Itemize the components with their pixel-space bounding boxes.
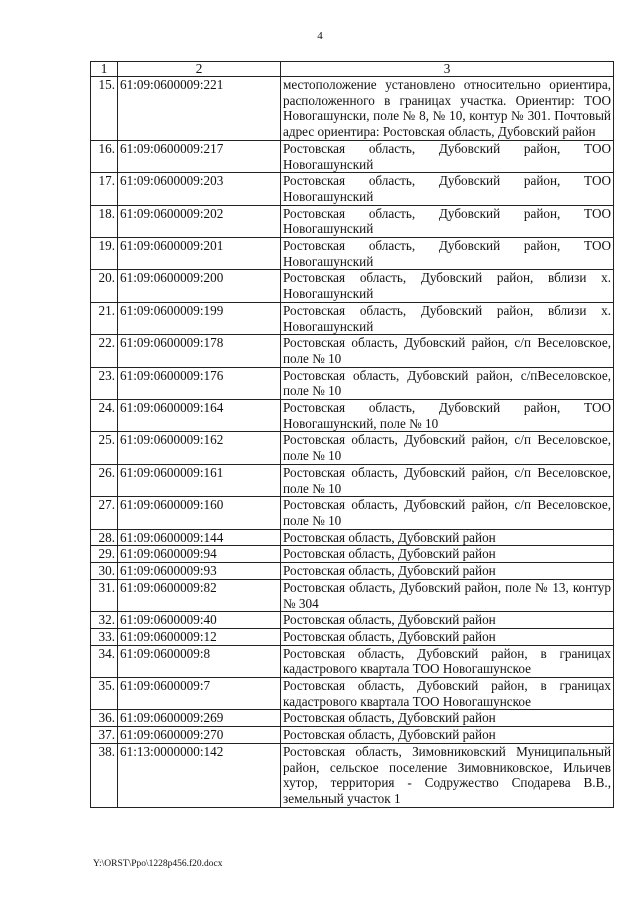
table-row	[91, 238, 614, 270]
address-cell: Ростовская область, Дубовский район	[281, 612, 614, 629]
row-number: 27.	[91, 497, 118, 529]
row-number: 25.	[91, 432, 118, 464]
row-number: 16.	[91, 140, 118, 172]
address-cell: Ростовская область, Дубовский район, с/п Веселовское, поле № 10	[281, 432, 614, 464]
table-row	[91, 710, 614, 727]
cadastral-number: 61:09:0600009:199	[118, 302, 281, 334]
header-col-3: 3	[281, 62, 614, 77]
cadastral-number: 61:09:0600009:94	[118, 546, 281, 563]
row-number: 33.	[91, 628, 118, 645]
table-row	[91, 335, 614, 367]
cadastral-number: 61:09:0600009:8	[118, 645, 281, 677]
address-cell: Ростовская область, Дубовский район, с/п Веселовское, поле № 10	[281, 335, 614, 367]
address-cell: Ростовская область, Дубовский район, с/п Веселовское, поле № 10	[281, 464, 614, 496]
address-cell: Ростовская область, Дубовский район, вблизи х. Новогашунский	[281, 270, 614, 302]
address-cell: Ростовская область, Дубовский район, поле № 13, контур № 304	[281, 579, 614, 611]
address-cell: Ростовская область, Дубовский район	[281, 710, 614, 727]
row-number: 26.	[91, 464, 118, 496]
address-cell: Ростовская область, Дубовский район, с/пВеселовское, поле № 10	[281, 367, 614, 399]
cadastral-number: 61:09:0600009:12	[118, 628, 281, 645]
cadastral-number: 61:09:0600009:7	[118, 678, 281, 710]
address-cell: Ростовская область, Дубовский район, в границах кадастрового квартала ТОО Новогашунское	[281, 678, 614, 710]
table-row	[91, 612, 614, 629]
table-row	[91, 464, 614, 496]
cadastral-number: 61:09:0600009:217	[118, 140, 281, 172]
address-cell: Ростовская область, Дубовский район	[281, 529, 614, 546]
row-number: 36.	[91, 710, 118, 727]
cadastral-number: 61:09:0600009:200	[118, 270, 281, 302]
address-cell: Ростовская область, Дубовский район, ТОО Новогашунский, поле № 10	[281, 400, 614, 432]
address-cell: Ростовская область, Дубовский район	[281, 546, 614, 563]
table-row	[91, 579, 614, 611]
table-row	[91, 302, 614, 334]
cadastral-number: 61:09:0600009:269	[118, 710, 281, 727]
file-path-footer: Y:\ORST\Ppo\1228p456.f20.docx	[93, 859, 223, 869]
row-number: 30.	[91, 563, 118, 580]
cadastral-number: 61:09:0600009:161	[118, 464, 281, 496]
cadastral-number: 61:09:0600009:144	[118, 529, 281, 546]
table-row	[91, 645, 614, 677]
address-cell: Ростовская область, Дубовский район, в границах кадастрового квартала ТОО Новогашунское	[281, 645, 614, 677]
cadastral-number: 61:09:0600009:270	[118, 727, 281, 744]
cadastral-number: 61:13:0000000:142	[118, 743, 281, 807]
row-number: 34.	[91, 645, 118, 677]
cadastral-number: 61:09:0600009:202	[118, 205, 281, 237]
table-row	[91, 628, 614, 645]
table-row	[91, 270, 614, 302]
row-number: 23.	[91, 367, 118, 399]
cadastral-number: 61:09:0600009:160	[118, 497, 281, 529]
cadastral-number: 61:09:0600009:201	[118, 238, 281, 270]
table-row	[91, 743, 614, 807]
address-cell: Ростовская область, Зимовниковский Муниципальный район, сельское поселение Зимовниковское, Ильичев хутор, территория - Содружество Сподарева В.В., земельный участок 1	[281, 743, 614, 807]
address-cell: Ростовская область, Дубовский район	[281, 628, 614, 645]
table-row	[91, 432, 614, 464]
table-row	[91, 400, 614, 432]
address-cell: Ростовская область, Дубовский район	[281, 563, 614, 580]
table-row	[91, 727, 614, 744]
table-row	[91, 563, 614, 580]
table-row	[91, 205, 614, 237]
row-number: 18.	[91, 205, 118, 237]
address-cell: Ростовская область, Дубовский район, ТОО Новогашунский	[281, 140, 614, 172]
table-row	[91, 497, 614, 529]
page-number: 4	[317, 30, 323, 42]
address-cell: Ростовская область, Дубовский район, с/п Веселовское, поле № 10	[281, 497, 614, 529]
cadastral-number: 61:09:0600009:40	[118, 612, 281, 629]
row-number: 35.	[91, 678, 118, 710]
row-number: 31.	[91, 579, 118, 611]
header-col-2: 2	[118, 62, 281, 77]
row-number: 15.	[91, 77, 118, 141]
row-number: 19.	[91, 238, 118, 270]
row-number: 17.	[91, 173, 118, 205]
cadastral-number: 61:09:0600009:82	[118, 579, 281, 611]
table-row	[91, 367, 614, 399]
address-cell: Ростовская область, Дубовский район	[281, 727, 614, 744]
cadastral-number: 61:09:0600009:93	[118, 563, 281, 580]
row-number: 29.	[91, 546, 118, 563]
row-number: 32.	[91, 612, 118, 629]
cadastral-number: 61:09:0600009:178	[118, 335, 281, 367]
table-row	[91, 77, 614, 141]
cadastral-number: 61:09:0600009:164	[118, 400, 281, 432]
table-row	[91, 678, 614, 710]
land-plots-table	[90, 61, 614, 808]
row-number: 22.	[91, 335, 118, 367]
cadastral-number: 61:09:0600009:176	[118, 367, 281, 399]
table-header-row	[91, 62, 614, 77]
table-row	[91, 546, 614, 563]
table-row	[91, 140, 614, 172]
row-number: 20.	[91, 270, 118, 302]
cadastral-number: 61:09:0600009:221	[118, 77, 281, 141]
address-cell: Ростовская область, Дубовский район, ТОО Новогашунский	[281, 205, 614, 237]
address-cell: Ростовская область, Дубовский район, вблизи х. Новогашунский	[281, 302, 614, 334]
table-row	[91, 529, 614, 546]
header-col-1: 1	[91, 62, 118, 77]
row-number: 24.	[91, 400, 118, 432]
row-number: 38.	[91, 743, 118, 807]
address-cell: Ростовская область, Дубовский район, ТОО Новогашунский	[281, 173, 614, 205]
cadastral-number: 61:09:0600009:203	[118, 173, 281, 205]
row-number: 21.	[91, 302, 118, 334]
table-row	[91, 173, 614, 205]
row-number: 37.	[91, 727, 118, 744]
address-cell: Ростовская область, Дубовский район, ТОО Новогашунский	[281, 238, 614, 270]
cadastral-number: 61:09:0600009:162	[118, 432, 281, 464]
address-cell: местоположение установлено относительно ориентира, расположенного в границах участка. Ориентир: ТОО Новогашунски, поле № 8, № 10, контур № 301. Почтовый адрес ориентира: Ростовская область, Дубовский район	[281, 77, 614, 141]
row-number: 28.	[91, 529, 118, 546]
